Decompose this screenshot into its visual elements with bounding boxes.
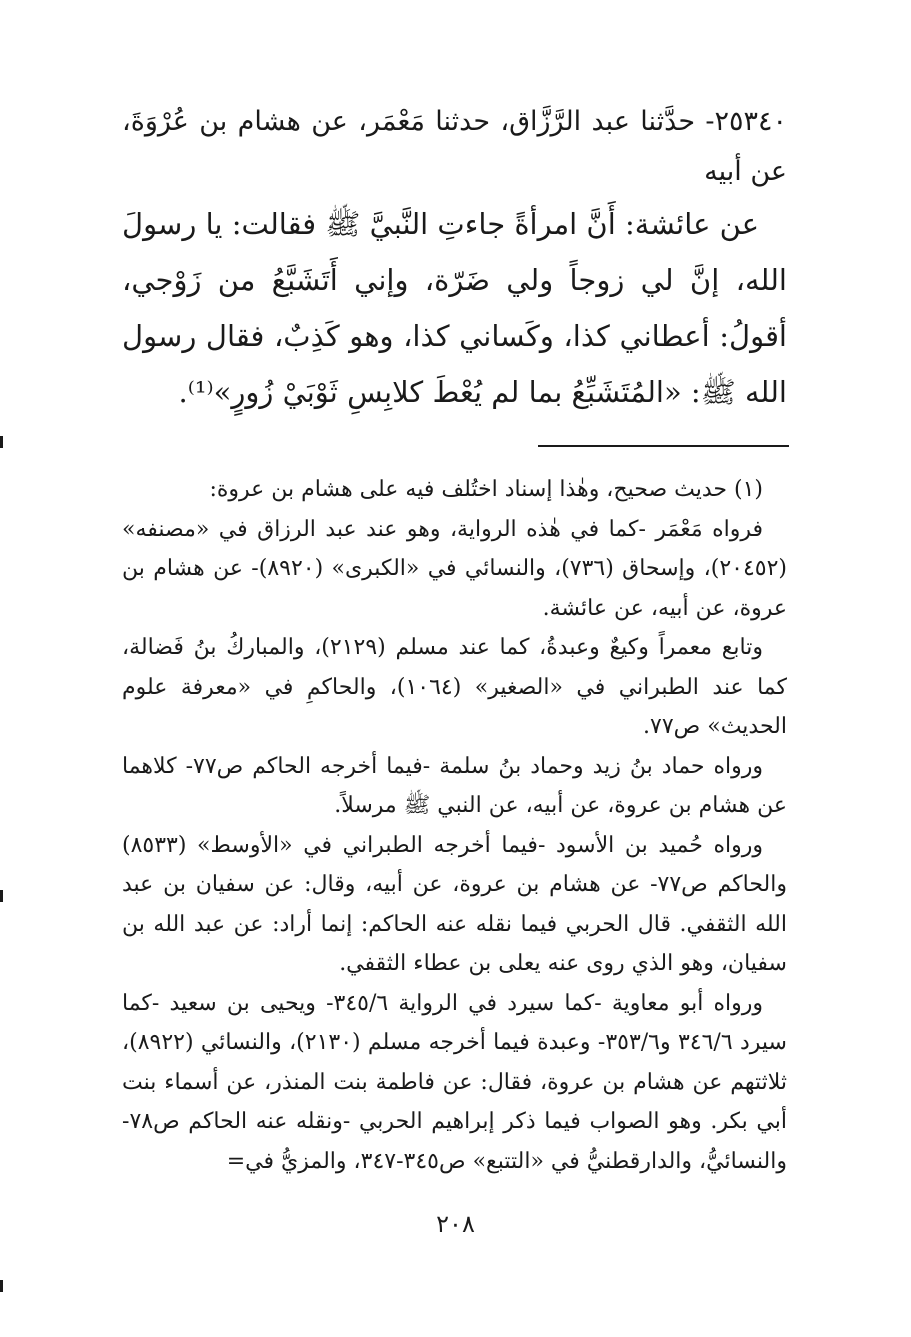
footnote-separator — [538, 445, 789, 447]
footnote-paragraph: فرواه مَعْمَر -كما في هٰذه الرواية، وهو عند عبد الرزاق في «مصنفه» (٢٠٤٥٢)، وإسحاق (٧٣٦)، والنسائي في «الكبرى» (٨٩٢٠)- عن هشام بن عروة، عن أبيه، عن عائشة. — [122, 516, 787, 621]
hadith-number-line: ٢٥٣٤٠- حدَّثنا عبد الرَّزَّاق، حدثنا مَعْمَر، عن هشام بن عُرْوَةَ، عن أبيه — [122, 106, 787, 187]
footnote-intro: (١) حديث صحيح، وهٰذا إسناد اختُلف فيه على هشام بن عروة: — [209, 477, 763, 502]
hadith-text-block — [122, 196, 787, 420]
footnote-paragraph: ورواه حماد بنُ زيد وحماد بنُ سلمة -فيما أخرجه الحاكم ص٧٧- كلاهما عن هشام بن عروة، عن أبيه، عن النبي ﷺ مرسلاً. — [122, 753, 787, 818]
footnote-paragraph: ورواه أبو معاوية -كما سيرد في الرواية ٣٤٥/٦- ويحيى بن سعيد -كما سيرد ٣٤٦/٦ و٣٥٣/٦- وعبدة فيما أخرجه مسلم (٢١٣٠)، والنسائي (٨٩٢٢)، ثلاثتهم عن هشام بن عروة، فقال: عن فاطمة بنت المنذر، عن أسماء بنت أبي بكر. وهو الصواب فيما ذكر إبراهيم الحربي -ونقله عنه الحاكم ص٧٨- والنسائيُّ، والدارقطنيُّ في «التتبع» ص٣٤٥-٣٤٧، والمزيُّ في= — [122, 990, 787, 1174]
hadith-text: عن عائشة: أَنَّ امرأةً جاءتِ النَّبيَّ ﷺ فقالت: يا رسولَ الله، إنَّ لي زوجاً ولي ضَرّة، وإني أَتَشَبَّعُ من زَوْجي، أقولُ: أعطاني كذا، وكَساني كذا، وهو كَذِبٌ، فقال رسول الله ﷺ: «المُتَشَبِّعُ بما لم يُعْطَ كلابِسِ ثَوْبَيْ زُورٍ»⁽¹⁾. — [122, 207, 787, 409]
scan-edge-mark — [0, 436, 3, 448]
footnote-paragraph: وتابع معمراً وكيعٌ وعبدةُ، كما عند مسلم (٢١٢٩)، والمباركُ بنُ فَضالة، كما عند الطبراني في «الصغير» (١٠٦٤)، والحاكمِ في «معرفة علوم الحديث» ص٧٧. — [122, 635, 787, 739]
hadith-chain — [122, 97, 787, 197]
footnote-paragraph: ورواه حُميد بن الأسود -فيما أخرجه الطبراني في «الأوسط» (٨٥٣٣) والحاكم ص٧٧- عن هشام بن عروة، عن أبيه، وقال: عن سفيان بن عبد الله الثقفي. قال الحربي فيما نقله عنه الحاكم: إنما أراد: عن عبد الله بن سفيان، وهو الذي روى عنه يعلى بن عطاء الثقفي. — [122, 832, 787, 976]
footnotes — [122, 470, 787, 1181]
scan-edge-mark — [0, 1280, 3, 1292]
scan-edge-mark — [0, 890, 3, 902]
page-number: ٢٠٨ — [436, 1210, 475, 1238]
